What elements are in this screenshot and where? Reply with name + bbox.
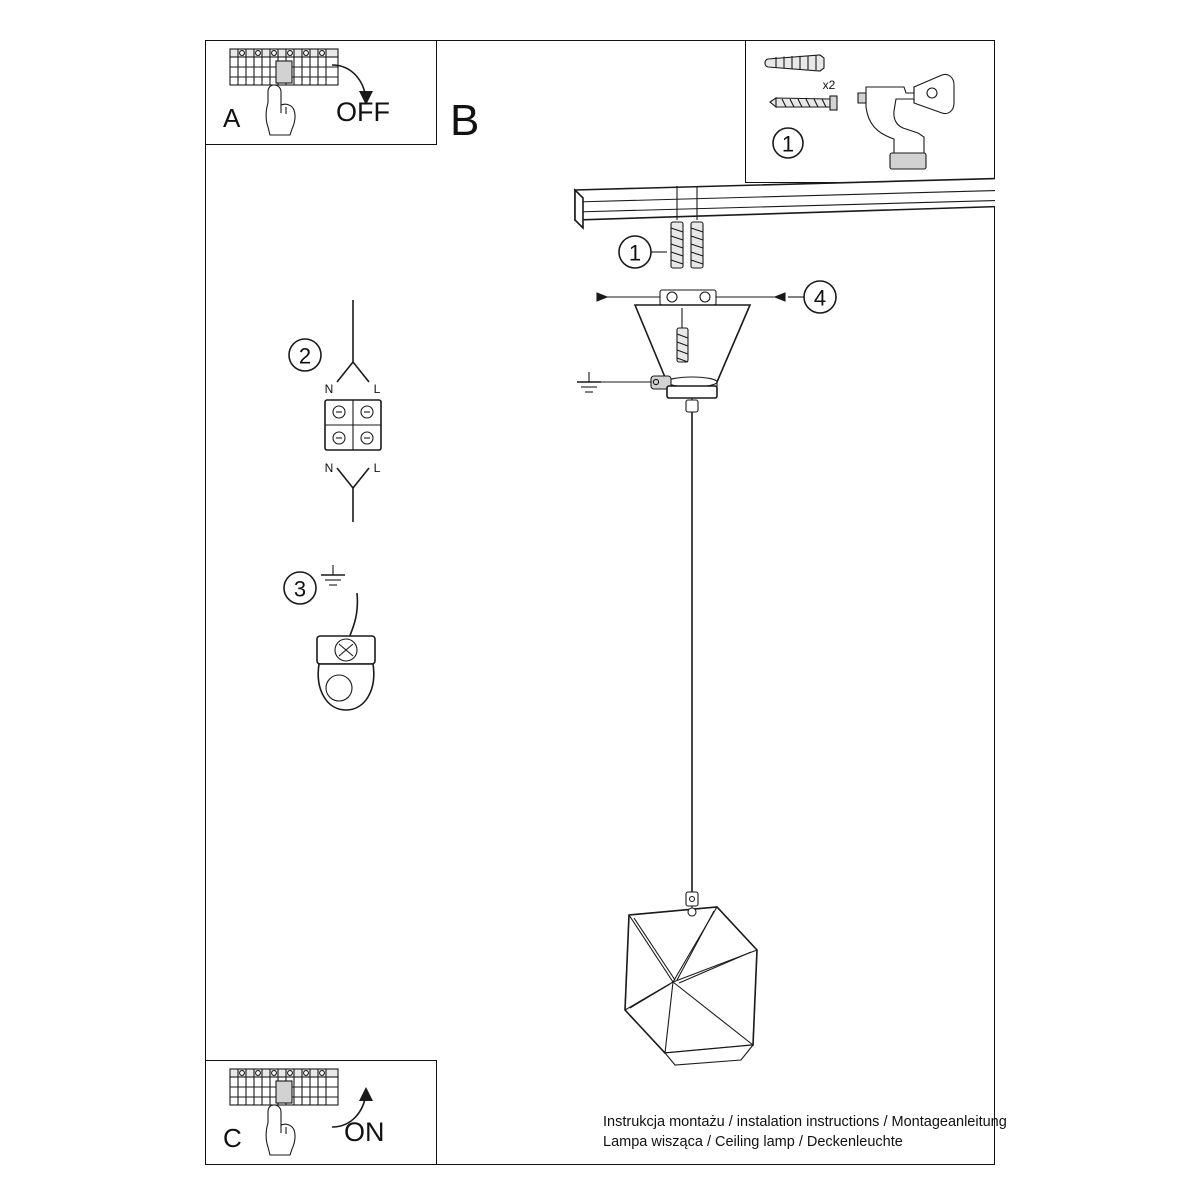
callout-step-4 <box>788 281 836 313</box>
caption-line-1: Instrukcja montażu / instalation instructions / Montageanleitung <box>603 1114 1007 1130</box>
lamp-shade <box>625 907 757 1065</box>
shade-top-fixing <box>688 906 696 916</box>
ceiling-slab <box>575 178 995 228</box>
panel-c-action-label: ON <box>344 1117 385 1147</box>
step-2-wiring <box>289 300 381 522</box>
panel-c-letter: C <box>223 1123 242 1153</box>
panel-a-action-label: OFF <box>336 97 390 127</box>
svg-text:3: 3 <box>293 576 307 602</box>
screw-icon <box>770 96 837 110</box>
caption-line-2: Lampa wisząca / Ceiling lamp / Deckenleuchte <box>603 1134 903 1150</box>
panel-b-letter: B <box>450 96 480 145</box>
svg-text:1: 1 <box>781 131 795 157</box>
terminal-label-l-top: L <box>373 382 381 396</box>
wall-plug-icon <box>765 55 824 71</box>
cord-top-clamp <box>686 400 698 412</box>
mounting-bracket <box>597 290 785 305</box>
terminal-label-n-top: N <box>324 382 334 396</box>
callout-step-1 <box>619 236 667 268</box>
earth-connector <box>317 636 375 710</box>
main-assembly-diagram <box>205 150 995 1160</box>
svg-text:4: 4 <box>813 285 827 311</box>
terminal-label-n-bottom: N <box>324 461 334 475</box>
panel-c <box>205 1060 437 1165</box>
terminal-label-l-bottom: L <box>373 461 381 475</box>
svg-text:1: 1 <box>628 240 642 266</box>
cord-bottom-clamp <box>686 892 698 906</box>
panel-a <box>205 40 437 145</box>
svg-text:2: 2 <box>298 343 312 369</box>
quantity-label: x2 <box>822 78 836 92</box>
earth-ground-icon <box>577 372 657 392</box>
step-3-earth <box>284 565 375 710</box>
wire-terminal-block <box>325 400 381 450</box>
panel-a-letter: A <box>223 103 241 133</box>
